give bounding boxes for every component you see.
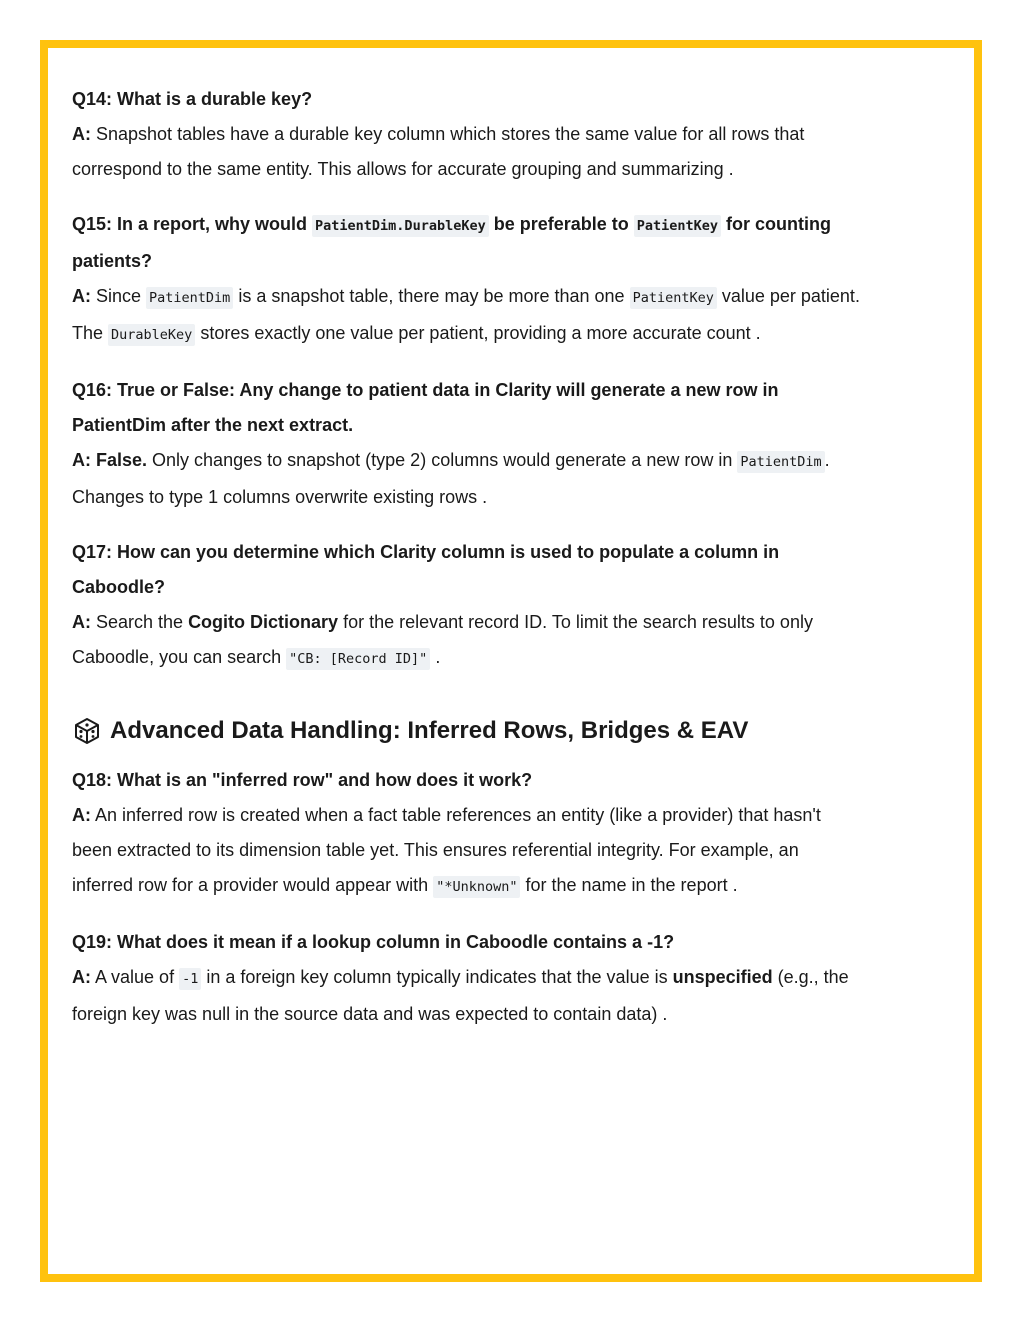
answer-text: (e.g., the foreign key was null in the source data and was expected to contain data) .: [72, 967, 849, 1024]
answer-emphasis: unspecified: [672, 967, 773, 987]
answer-q15: [72, 279, 862, 353]
question-text: be preferable to: [488, 214, 634, 234]
answer-prefix: A:: [72, 612, 91, 632]
answer-q16: [72, 443, 862, 515]
question-q15: [72, 207, 862, 279]
inline-code: "CB: [Record ID]": [286, 648, 430, 670]
qa-item-q15: [72, 207, 862, 353]
question-q16: Q16: True or False: Any change to patient data in Clarity will generate a new row in PatientDim after the next extract.: [72, 380, 779, 435]
section-heading: [72, 713, 862, 749]
answer-text: is a snapshot table, there may be more than one: [233, 286, 630, 306]
answer-text: Snapshot tables have a durable key column which stores the same value for all rows that correspond to the same entity. This allows for accurate grouping and summarizing .: [72, 124, 805, 179]
answer-text: An inferred row is created when a fact table references an entity (like a provider) that hasn't been extracted to its dimension table yet. This ensures referential integrity. For example, an inferred row for a provider would appear with: [72, 805, 821, 895]
answer-q14: [72, 117, 862, 187]
inline-code: DurableKey: [108, 324, 195, 346]
question-q14: Q14: What is a durable key?: [72, 89, 313, 109]
question-text: for counting patients?: [72, 214, 832, 271]
answer-emphasis: Cogito Dictionary: [188, 612, 339, 632]
answer-text: stores exactly one value per patient, providing a more accurate count .: [195, 323, 761, 343]
answer-prefix: A:: [72, 967, 91, 987]
cube-icon: [72, 716, 102, 746]
qa-item-q19: [72, 925, 862, 1032]
answer-text: for the relevant record ID. To limit the search results to only Caboodle, you can search: [72, 612, 813, 667]
qa-item-q18: [72, 763, 862, 905]
answer-q18: [72, 798, 862, 905]
inline-code: PatientDim: [737, 451, 824, 473]
inline-code: PatientKey: [630, 287, 717, 309]
inline-code: "*Unknown": [433, 876, 520, 898]
inline-code: -1: [179, 968, 201, 990]
answer-q19: [72, 960, 862, 1032]
inline-code: PatientDim: [146, 287, 233, 309]
answer-prefix: A:: [72, 805, 91, 825]
answer-prefix: A:: [72, 450, 91, 470]
question-q19: Q19: What does it mean if a lookup column in Caboodle contains a -1?: [72, 932, 675, 952]
answer-text: Search the: [91, 612, 189, 632]
answer-text: Only changes to snapshot (type 2) columns would generate a new row in: [147, 450, 738, 470]
answer-text: value per patient. The: [72, 286, 860, 343]
answer-q17: [72, 605, 862, 677]
document-content: [72, 82, 862, 1052]
answer-prefix: A:: [72, 124, 91, 144]
answer-text: Since: [91, 286, 147, 306]
question-q17: Q17: How can you determine which Clarity column is used to populate a column in Caboodle?: [72, 542, 780, 597]
question-q18: Q18: What is an "inferred row" and how does it work?: [72, 770, 533, 790]
qa-item-q16: [72, 373, 862, 515]
qa-item-q14: [72, 82, 862, 187]
answer-text: for the name in the report .: [520, 875, 738, 895]
section-title: Advanced Data Handling: Inferred Rows, Bridges & EAV: [110, 717, 749, 744]
question-text: Q15: In a report, why would: [72, 214, 313, 234]
answer-prefix: A:: [72, 286, 91, 306]
answer-text: A value of: [91, 967, 180, 987]
inline-code: PatientDim.DurableKey: [312, 215, 489, 237]
answer-emphasis: False.: [91, 450, 148, 470]
answer-text: .: [430, 647, 441, 667]
answer-text: in a foreign key column typically indicates that the value is: [201, 967, 673, 987]
answer-text: . Changes to type 1 columns overwrite existing rows .: [72, 450, 830, 507]
inline-code: PatientKey: [634, 215, 721, 237]
qa-item-q17: [72, 535, 862, 677]
